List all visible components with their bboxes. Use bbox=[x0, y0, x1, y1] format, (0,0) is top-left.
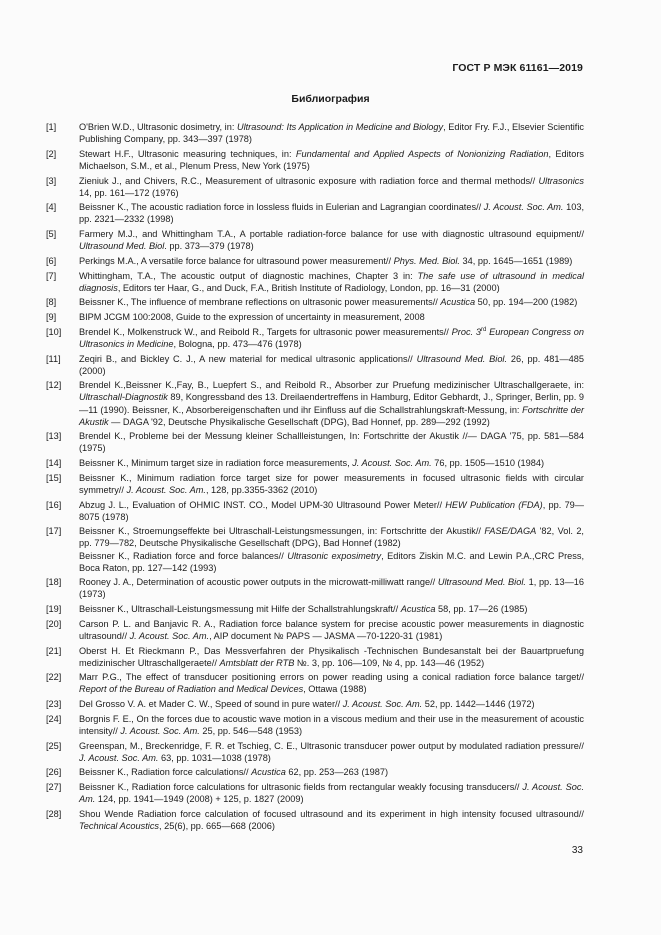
reference-text-segment: , Bologna, pp. 473—476 (1978) bbox=[173, 338, 302, 349]
reference-text-segment: Ultrasonics bbox=[538, 175, 584, 186]
reference-number: [25] bbox=[46, 740, 62, 751]
reference-item bbox=[46, 603, 584, 615]
reference-number: [5] bbox=[46, 229, 57, 240]
reference-text-segment: Acustica bbox=[400, 604, 436, 615]
reference-number: [24] bbox=[46, 713, 62, 724]
reference-text-segment: , Editors Ziskin M.C. and Lewin P.A.,CRC Press, Boca Raton, pp. 127—142 (1993) bbox=[79, 550, 584, 573]
reference-text bbox=[79, 645, 584, 669]
reference-item bbox=[46, 311, 584, 323]
reference-number: [18] bbox=[46, 577, 62, 588]
reference-list bbox=[46, 121, 584, 835]
reference-text-segment: Greenspan, M., Breckenridge, F. R. et Tschieg, C. E., Ultrasonic transducer power output by modulated radiation pressure// bbox=[79, 740, 584, 751]
reference-text bbox=[79, 228, 584, 252]
reference-text bbox=[79, 603, 584, 615]
reference-text-segment: Beissner K., Minimum target size in radiation force measurements, bbox=[79, 458, 353, 469]
reference-text-segment: Beissner K., Minimum radiation force target size for power measurements in focused ultrasonic fields with circular symmetry// bbox=[79, 472, 584, 495]
reference-item bbox=[46, 353, 584, 377]
reference-text-segment: FASE/DAGA bbox=[484, 526, 537, 537]
bibliography-title: Библиография bbox=[291, 93, 370, 105]
reference-text-segment: — DAGA '92, Deutsche Physikalische Gesellschaft (DPG), Bad Honnef, pp. 289—292 (1992) bbox=[108, 416, 490, 427]
reference-text-segment: 26, pp. 481—485 (2000) bbox=[79, 353, 584, 376]
reference-number: [2] bbox=[46, 148, 57, 159]
reference-text-segment: Shou Wende Radiation force calculation of focused ultrasound and its experiment in high intensity focused ultrasound// bbox=[79, 808, 584, 819]
reference-text-segment: Amtsblatt der RTB bbox=[219, 657, 295, 668]
reference-text-segment: Beissner K., Radiation force calculations// bbox=[79, 767, 252, 778]
reference-text-segment: Beissner K., Ultraschall-Leistungsmessung mit Hilfe der Schallstrahlungskraft// bbox=[79, 604, 401, 615]
reference-text-segment: 62, pp. 253—263 (1987) bbox=[285, 767, 389, 778]
reference-item bbox=[46, 576, 584, 600]
reference-text-segment: J. Acoust. Soc. Am. bbox=[483, 202, 564, 213]
reference-item bbox=[46, 766, 584, 778]
reference-text-segment: Whittingham, T.A., The acoustic output of diagnostic machines, Chapter 3 in: bbox=[79, 270, 418, 281]
reference-item bbox=[46, 671, 584, 695]
reference-text-segment: Perkings M.A., A versatile force balance for ultrasound power measurement// bbox=[79, 255, 394, 266]
reference-text-segment: Brendel K.,Beissner K.,Fay, B., Luepfert S., and Reibold R., Absorber zur Pruefung medizinischer Ultraschallgeraete, in: bbox=[79, 380, 584, 391]
reference-text-segment: J. Acoust. Soc. Am. bbox=[79, 782, 584, 805]
reference-text bbox=[79, 525, 584, 573]
reference-text-segment: J. Acoust. Soc. Am. bbox=[129, 630, 210, 641]
reference-item bbox=[46, 201, 584, 225]
reference-text-segment: Ultrasound Med. Biol. bbox=[437, 577, 526, 588]
reference-text-segment: 52, pp. 1442—1446 (1972) bbox=[422, 699, 535, 710]
reference-item bbox=[46, 326, 584, 350]
reference-text bbox=[79, 296, 584, 308]
reference-text bbox=[79, 255, 584, 267]
reference-text-segment: Acustica bbox=[440, 297, 476, 308]
reference-text-segment: 58, pp. 17—26 (1985) bbox=[435, 604, 528, 615]
reference-text-segment: , Editors Michaelson, S.M., et al., Plenum Press, New York (1975) bbox=[79, 148, 584, 171]
reference-text-segment: , Editor Fry. F.J., Elsevier Scientific Publishing Company, pp. 343—397 (1978) bbox=[79, 122, 584, 145]
reference-text bbox=[79, 457, 584, 469]
reference-text-segment: Zeqiri B., and Bickley C. J., A new material for medical ultrasonic applications// bbox=[79, 353, 417, 364]
reference-text-segment: 34, pp. 1645—1651 (1989) bbox=[459, 255, 573, 266]
reference-number: [9] bbox=[46, 312, 57, 323]
reference-number: [4] bbox=[46, 202, 57, 213]
reference-number: [3] bbox=[46, 175, 57, 186]
reference-text-segment: Fortschritte der Akustik bbox=[79, 404, 585, 427]
reference-text-segment: 14, pp. 161—172 (1976) bbox=[79, 187, 179, 198]
reference-text bbox=[79, 576, 584, 600]
reference-text-segment: Ultrasound: Its Application in Medicine and Biology bbox=[236, 122, 444, 132]
reference-text-segment: BIPM JCGM 100:2008, Guide to the expression of uncertainty in measurement, 2008 bbox=[79, 312, 425, 323]
reference-text-segment: , 128, pp.3355-3362 (2010) bbox=[205, 484, 318, 495]
reference-text-segment: 89, Kongressband des 13. Dreilaendertreffens in Hamburg, Editor Gebhardt, J., Springer, Berlin, pp. 9—11 (1990). Beissner, K., Absorbereigenschaften und ihr Einfluss auf die Schallstrahlungskraft-Messung, in: bbox=[79, 392, 584, 415]
reference-item bbox=[46, 296, 584, 308]
reference-number: [14] bbox=[46, 458, 62, 469]
reference-item bbox=[46, 499, 584, 523]
reference-number: [11] bbox=[46, 353, 61, 364]
reference-text-segment: Technical Acoustics bbox=[79, 820, 160, 831]
reference-text-segment: Acustica bbox=[251, 767, 286, 778]
reference-item bbox=[46, 457, 584, 469]
reference-text bbox=[79, 326, 584, 350]
reference-text-segment: Stewart H.F., Ultrasonic measuring techniques, in: bbox=[79, 148, 296, 159]
reference-text-segment: Marr P.G., The effect of transducer positioning errors on power reading using a conical radiation force balance target// bbox=[79, 672, 584, 683]
reference-text-segment: J. Acoust. Soc. Am. bbox=[342, 699, 423, 710]
reference-text-segment: 63, pp. 1031—1038 (1978) bbox=[158, 752, 271, 763]
reference-text bbox=[79, 430, 584, 454]
reference-item bbox=[46, 618, 584, 642]
reference-number: [6] bbox=[46, 255, 57, 266]
reference-text bbox=[79, 353, 584, 377]
reference-text-segment: Beissner K., The acoustic radiation force in lossless fluids in Eulerian and Lagrangian coordinates// bbox=[79, 202, 484, 213]
reference-item bbox=[46, 740, 584, 764]
reference-item bbox=[46, 781, 584, 805]
reference-number: [17] bbox=[46, 526, 62, 537]
reference-number: [28] bbox=[46, 808, 62, 819]
reference-text-segment: Borgnis F. E., On the forces due to acoustic wave motion in a viscous medium and their use in the measurement of acoustic intensity// bbox=[79, 713, 584, 736]
reference-text-segment: 124, pp. 1941—1949 (2008) + 125, p. 1827 (2009) bbox=[95, 794, 304, 805]
reference-number: [26] bbox=[46, 767, 62, 778]
reference-text-segment: Carson P. L. and Banjavic R. A., Radiation force balance system for precise acoustic power measurements in diagnostic ultrasound// bbox=[79, 618, 584, 641]
reference-text-segment: 103, pp. 2321—2332 (1998) bbox=[79, 202, 585, 225]
reference-text-segment: , Ottawa (1988) bbox=[303, 684, 367, 695]
reference-number: [15] bbox=[46, 472, 62, 483]
reference-text-segment: Fundamental and Applied Aspects of Nonionizing Radiation bbox=[295, 148, 549, 159]
reference-text-segment: Beissner K., Radiation force calculations for ultrasonic fields from rectangular weakly focusing transducers// bbox=[79, 782, 523, 793]
reference-number: [8] bbox=[46, 297, 57, 308]
reference-subentry bbox=[79, 550, 584, 574]
reference-item bbox=[46, 175, 584, 199]
reference-text-segment: Oberst H. Et Rieckmann P., Das Messverfahren der Physikalisch -Technischen Bundesanstalt bei der Bauartpruefung medizinischer Ultraschallgeraete// bbox=[79, 645, 584, 668]
reference-text-segment: Brendel K., Probleme bei der Messung kleiner Schallleistungen, In: Fortschritte der Akustik //— DAGA '75, pp. 581—584 (1975) bbox=[79, 431, 584, 454]
reference-text-segment: , Editors ter Haar, G., and Duck, F.A., British Institute of Radiology, London, pp. 16—31 (2000) bbox=[117, 282, 500, 293]
reference-text-segment: Ultrasound Med. Biol bbox=[79, 241, 165, 252]
reference-text-segment: The safe use of ultrasound in medical diagnosis bbox=[79, 270, 584, 293]
reference-text-segment: rd bbox=[480, 326, 487, 333]
reference-text bbox=[79, 148, 584, 172]
reference-item bbox=[46, 430, 584, 454]
reference-text-segment: Beissner K., Stroemungseffekte bei Ultraschall-Leistungsmessungen, in: Fortschritte der Akustik// bbox=[79, 526, 485, 537]
reference-text-segment: Report of the Bureau of Radiation and Medical Devices bbox=[79, 684, 304, 695]
reference-text-segment: J. Acoust. Soc. Am. bbox=[120, 725, 200, 736]
reference-item bbox=[46, 713, 584, 737]
reference-text-segment: Proc. 3 bbox=[451, 326, 481, 337]
reference-text bbox=[79, 379, 584, 427]
reference-number: [7] bbox=[46, 270, 57, 281]
reference-text bbox=[79, 781, 584, 805]
reference-item bbox=[46, 808, 584, 832]
reference-text-segment: O'Brien W.D., Ultrasonic dosimetry, in: bbox=[79, 122, 237, 132]
reference-text-segment: Abzug J. L., Evaluation of OHMIC INST. CO., Model UPM-30 Ultrasound Power Meter// bbox=[79, 499, 446, 510]
reference-item bbox=[46, 270, 584, 294]
reference-text bbox=[79, 618, 584, 642]
reference-text-segment: Zieniuk J., and Chivers, R.C., Measurement of ultrasonic exposure with radiation force and thermal methods// bbox=[79, 175, 539, 186]
reference-text-segment: 25, pp. 546—548 (1953) bbox=[199, 725, 303, 736]
reference-text-segment: '82, Vol. 2, pp. 779—782, Deutsche Physikalische Gesellschaft (DPG), Bad Honnef (1982) bbox=[79, 526, 584, 549]
reference-text-segment: Rooney J. A., Determination of acoustic power outputs in the microwatt-milliwatt range// bbox=[79, 577, 438, 588]
reference-number: [22] bbox=[46, 672, 62, 683]
reference-text-segment: Beissner K., The influence of membrane reflections on ultrasonic power measurements// bbox=[79, 297, 441, 308]
reference-text bbox=[79, 121, 584, 145]
reference-number: [13] bbox=[46, 431, 62, 442]
reference-item bbox=[46, 121, 584, 145]
reference-text-segment: Farmery M.J., and Whittingham T.A., A portable radiation-force balance for use with diagnostic ultrasound equipment// bbox=[79, 229, 584, 240]
reference-text-segment: . pp. 373—379 (1978) bbox=[164, 241, 254, 252]
reference-text-segment: J. Acoust. Soc. Am. bbox=[79, 752, 159, 763]
reference-text-segment: J. Acoust. Soc. Am. bbox=[352, 458, 432, 469]
reference-text bbox=[79, 472, 584, 496]
reference-text-segment: 50, pp. 194—200 (1982) bbox=[475, 297, 578, 308]
reference-text-segment: , pp. 79—8075 (1978) bbox=[79, 499, 584, 522]
reference-text-segment: Brendel K., Molkenstruck W., and Reibold R., Targets for ultrasonic power measurements// bbox=[79, 326, 452, 337]
reference-number: [27] bbox=[46, 782, 62, 793]
reference-text-segment: Phys. Med. Biol. bbox=[393, 255, 460, 266]
reference-text-segment: №. 3, pp. 106—109, № 4, pp. 143—46 (1952) bbox=[294, 657, 485, 668]
reference-item bbox=[46, 645, 584, 669]
reference-text-segment: 1, pp. 13—16 (1973) bbox=[79, 577, 585, 600]
reference-text-segment: European Congress on Ultrasonics in Medicine bbox=[79, 326, 585, 349]
reference-text-segment: Beissner K., Radiation force and force balances// bbox=[79, 550, 288, 561]
reference-item bbox=[46, 148, 584, 172]
reference-text-segment: J. Acoust. Soc. Am. bbox=[126, 484, 206, 495]
reference-text bbox=[79, 740, 584, 764]
reference-text bbox=[79, 808, 584, 832]
reference-text-segment: Del Grosso V. A. et Mader C. W., Speed of sound in pure water// bbox=[79, 699, 343, 710]
reference-text bbox=[79, 698, 584, 710]
reference-number: [12] bbox=[46, 380, 62, 391]
reference-text-segment: , 25(6), pp. 665—668 (2006) bbox=[159, 820, 275, 831]
reference-number: [21] bbox=[46, 645, 62, 656]
reference-item bbox=[46, 379, 584, 427]
reference-text-segment: Ultrasound Med. Biol. bbox=[416, 353, 508, 364]
reference-number: [23] bbox=[46, 699, 62, 710]
reference-text bbox=[79, 713, 584, 737]
reference-number: [20] bbox=[46, 618, 62, 629]
reference-text-segment: Ultraschall-Diagnostik bbox=[79, 392, 168, 403]
reference-text bbox=[79, 671, 584, 695]
reference-text-segment: HEW Publication (FDA) bbox=[445, 499, 543, 510]
page-number: 33 bbox=[571, 845, 583, 856]
reference-text-segment: Ultrasonic exposimetry bbox=[287, 550, 382, 561]
standard-code-header: ГОСТ Р МЭК 61161—2019 bbox=[452, 62, 583, 74]
reference-item bbox=[46, 255, 584, 267]
reference-text bbox=[79, 201, 584, 225]
reference-text bbox=[79, 175, 584, 199]
reference-number: [16] bbox=[46, 499, 62, 510]
reference-item bbox=[46, 698, 584, 710]
reference-number: [19] bbox=[46, 604, 62, 615]
reference-number: [10] bbox=[46, 326, 62, 337]
reference-item bbox=[46, 228, 584, 252]
reference-text-segment: 76, pp. 1505—1510 (1984) bbox=[431, 458, 545, 469]
reference-item bbox=[46, 472, 584, 496]
reference-text bbox=[79, 766, 584, 778]
reference-text bbox=[79, 311, 584, 323]
reference-text bbox=[79, 270, 584, 294]
reference-item bbox=[46, 525, 584, 573]
reference-number: [1] bbox=[46, 122, 57, 132]
reference-text bbox=[79, 499, 584, 523]
reference-text-segment: , AIP document № PAPS — JASMA —70-1220-31 (1981) bbox=[209, 630, 443, 641]
